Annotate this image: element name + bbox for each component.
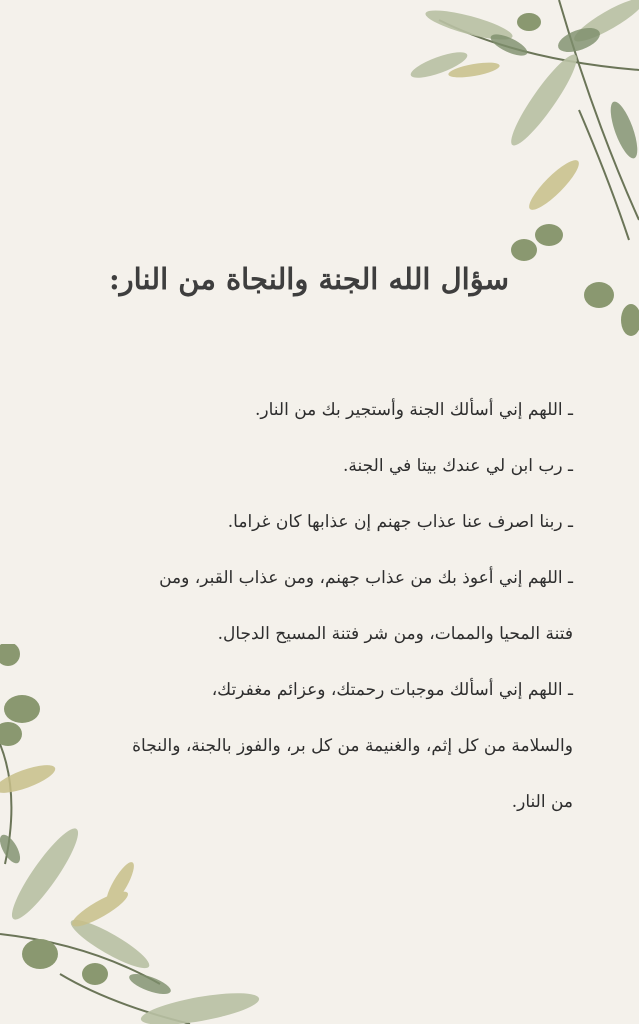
dua-line: ـ اللهم إني أسألك الجنة وأستجير بك من النار. bbox=[254, 400, 573, 420]
dua-line: ـ اللهم إني أسألك موجبات رحمتك، وعزائم مغفرتك، bbox=[211, 680, 573, 700]
olive-branch-top-decoration bbox=[379, 0, 639, 360]
dua-line: ـ اللهم إني أعوذ بك من عذاب جهنم، ومن عذاب القبر، ومن bbox=[159, 568, 573, 588]
dua-line: والسلامة من كل إثم، والغنيمة من كل بر، والفوز بالجنة، والنجاة bbox=[132, 736, 573, 756]
dua-list bbox=[73, 388, 573, 836]
dua-line: من النار. bbox=[511, 792, 573, 812]
dua-line: ـ ربنا اصرف عنا عذاب جهنم إن عذابها كان غراما. bbox=[227, 512, 573, 532]
page-title: سؤال الله الجنة والنجاة من النار: bbox=[108, 262, 509, 296]
dua-line: ـ رب ابن لي عندك بيتا في الجنة. bbox=[343, 456, 573, 476]
dua-line: فتنة المحيا والممات، ومن شر فتنة المسيح الدجال. bbox=[217, 624, 573, 644]
